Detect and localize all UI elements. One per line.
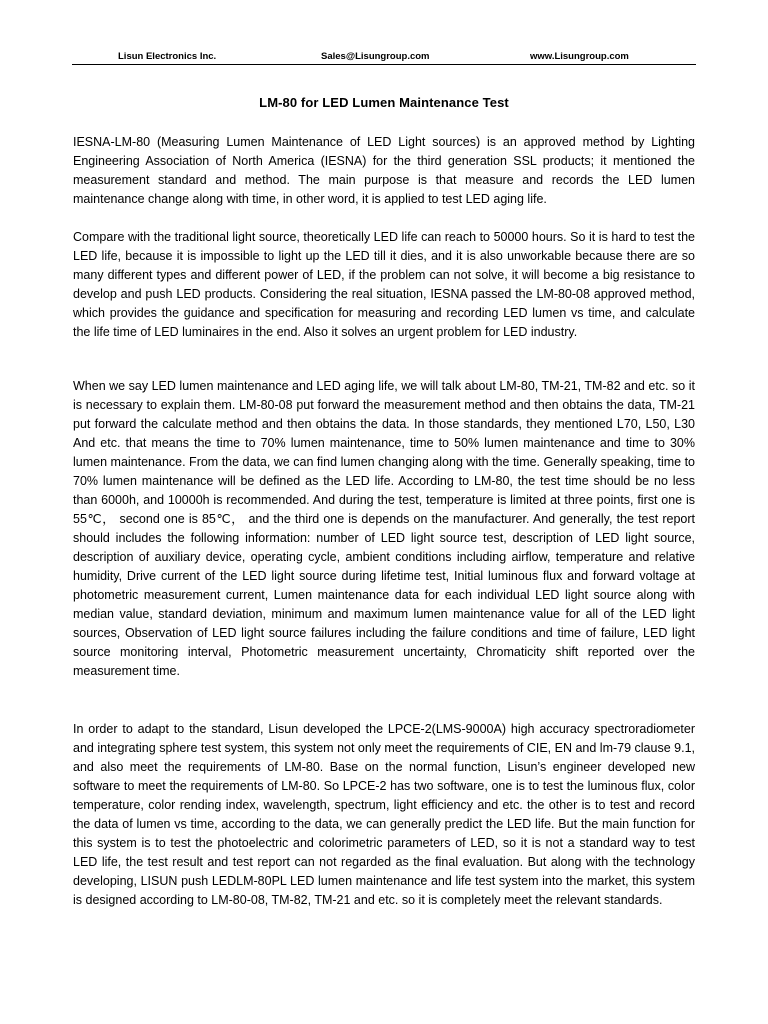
document-title: LM-80 for LED Lumen Maintenance Test bbox=[259, 95, 509, 110]
header-website: www.Lisungroup.com bbox=[530, 51, 629, 62]
paragraph-1: IESNA-LM-80 (Measuring Lumen Maintenance of LED Light sources) is an approved method by Lighting Engineering Association of North America (IESNA) for the third generation SSL products; it mentioned the measurement standard and method. The main purpose is that measure and records the LED lumen maintenance change along with time, in other word, it is applied to test LED aging life. bbox=[73, 135, 695, 206]
page-header bbox=[72, 50, 696, 65]
header-company-name: Lisun Electronics Inc. bbox=[118, 51, 217, 62]
paragraph-4: In order to adapt to the standard, Lisun developed the LPCE-2(LMS-9000A) high accuracy spectroradiometer and integrating sphere test system, this system not only meet the requirements of CIE, EN and lm-79 clause 9.1, and also meet the requirements of LM-80. Base on the normal function, Lisun’s engineer developed new software to meet the requirements of LM-80. So LPCE-2 has two software, one is to test the luminous flux, color temperature, color rending index, wavelength, spectrum, light efficiency and etc. the other is to test and record the data of lumen vs time, according to the data, we can generally predict the LED life. But the main function for this system is to test the photoelectric and colorimetric parameters of LED, so it is not a standard way to test LED life, the test result and test report can not regarded as the final evaluation. But along with the technology developing, LISUN push LEDLM-80PL LED lumen maintenance and life test system into the market, this system is designed according to LM-80-08, TM-82, TM-21 and etc. so it is completely meet the relevant standards. bbox=[73, 722, 695, 907]
paragraph-3: When we say LED lumen maintenance and LED aging life, we will talk about LM-80, TM-21, TM-82 and etc. so it is necessary to explain them. LM-80-08 put forward the measurement method and then obtains the data, TM-21 put forward the calculate method and then obtains the data. In those standards, they mentioned L70, L50, L30 And etc. that means the time to 70% lumen maintenance, time to 50% lumen maintenance and time to 30% lumen maintenance. From the data, we can find lumen changing along with the time. Generally speaking, time to 70% lumen maintenance will be defined as the LED life. According to LM-80, the test time should be no less than 6000h, and 10000h is recommended. And during the test, temperature is limited at three points, first one is 55℃， second one is 85℃， and the third one is depends on the manufacturer. And generally, the test report should includes the following information: number of LED light source test, description of LED light source, description of auxiliary device, operating cycle, ambient conditions including airflow, temperature and relative humidity, Drive current of the LED light source during lifetime test, Initial luminous flux and forward voltage at photometric measurement current, Lumen maintenance data for each individual LED light source along with median value, standard deviation, minimum and maximum lumen maintenance value for all of the LED light sources, Observation of LED light source failures including the failure conditions and time of failure, LED light source monitoring interval, Photometric measurement uncertainty, Chromaticity shift reported over the measurement time. bbox=[73, 379, 695, 678]
header-email: Sales@Lisungroup.com bbox=[321, 51, 430, 62]
paragraph-2: Compare with the traditional light source, theoretically LED life can reach to 50000 hours. So it is hard to test the LED life, because it is impossible to light up the LED till it dies, and it is also unworkable because there are so many different types and different power of LED, if the problem can not solve, it will become a big resistance to develop and push LED products. Considering the real situation, IESNA passed the LM-80-08 approved method, which provides the guidance and specification for measuring and recording LED lumen vs time, and calculate the life time of LED luminaires in the end. Also it solves an urgent problem for LED industry. bbox=[73, 230, 695, 339]
